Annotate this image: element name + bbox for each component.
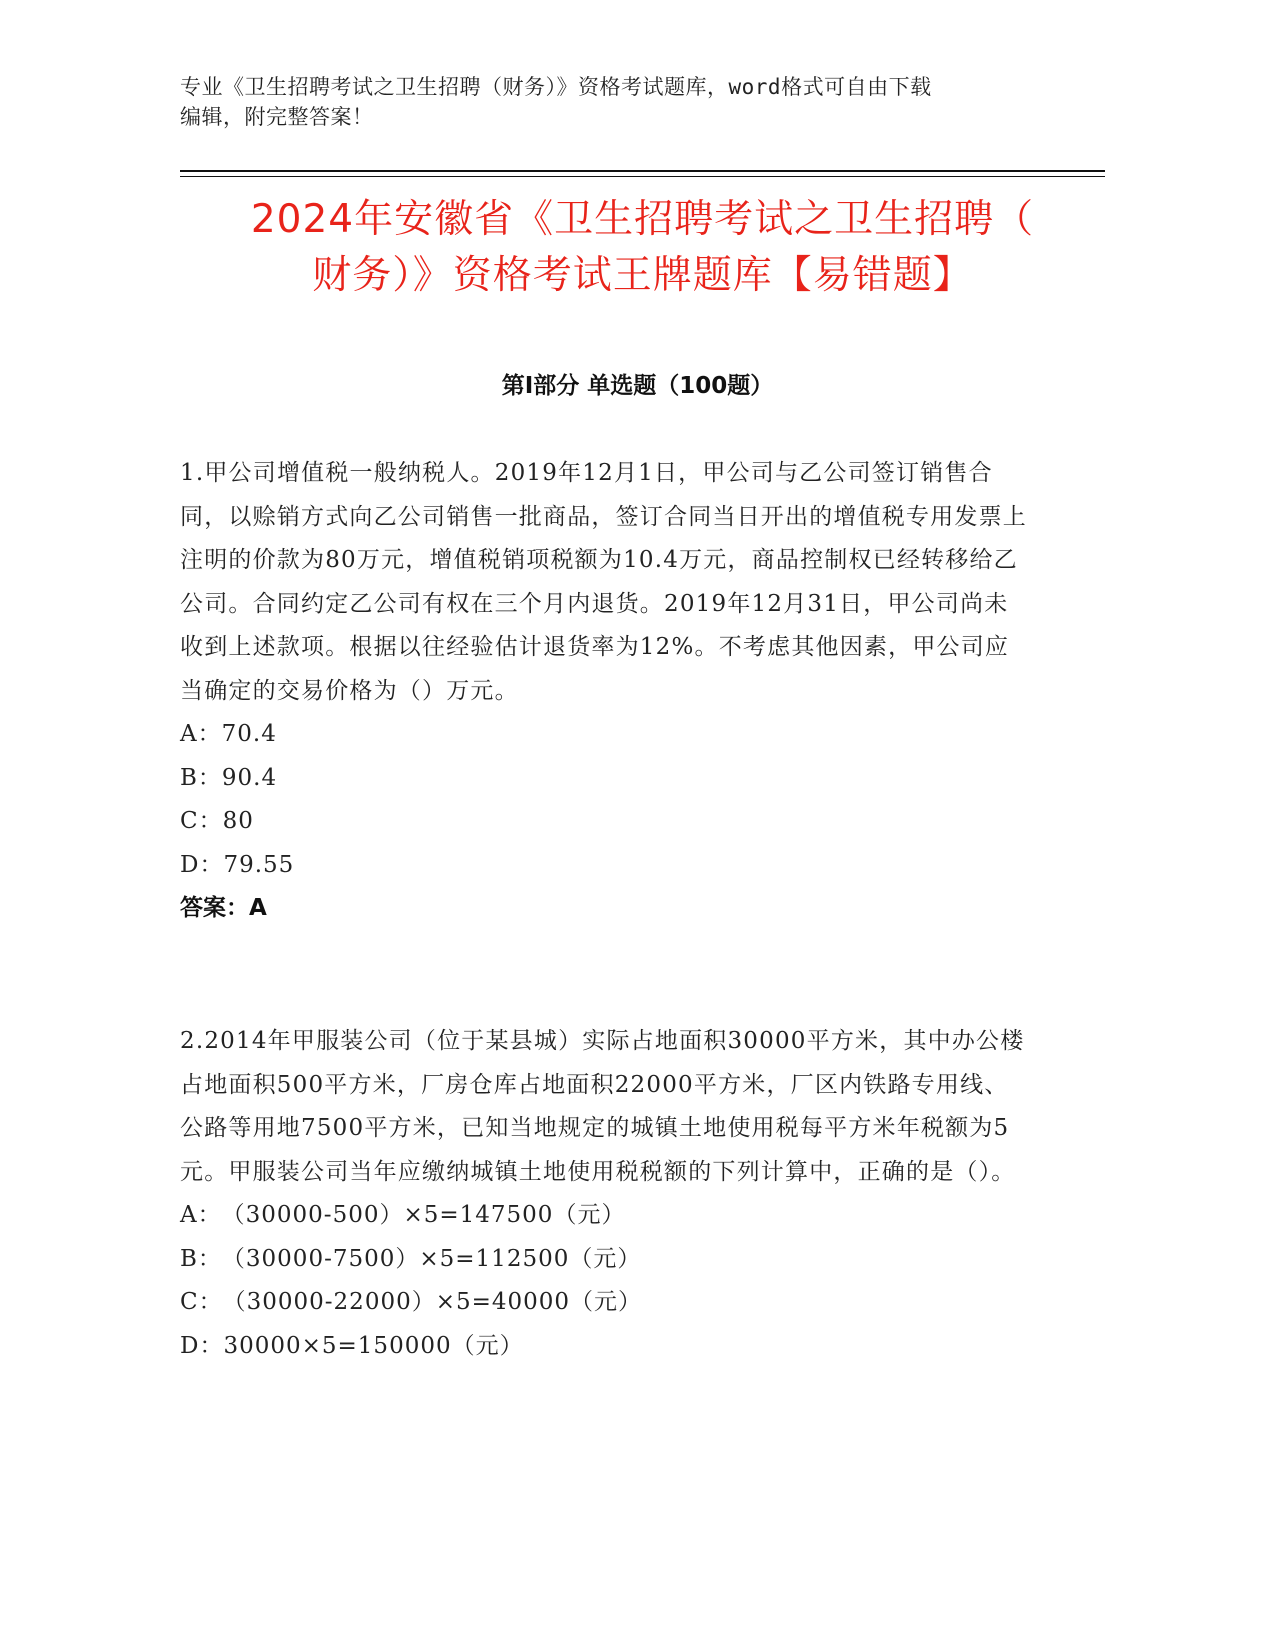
option-a [180, 713, 1030, 757]
option-text: （30000-500）×5=147500（元） [221, 1202, 626, 1228]
option-letter: A： [180, 1202, 222, 1228]
option-letter: C： [180, 808, 223, 834]
option-text: 70.4 [221, 721, 277, 747]
question-stem: 2.2014年甲服装公司（位于某县城）实际占地面积30000平方米，其中办公楼占地面积500平方米，厂房仓库占地面积22000平方米，厂区内铁路专用线、公路等用地7500平方米，已知当地规定的城镇土地使用税每平方米年税额为5元。甲服装公司当年应缴纳城镇土地使用税税额的下列计算中，正确的是（）。 [180, 1028, 1025, 1185]
option-text: 90.4 [221, 764, 278, 791]
option-letter: C： [180, 1289, 223, 1315]
answer-key: 答案：A [180, 895, 267, 921]
option-d [180, 1325, 1030, 1369]
option-c [180, 800, 1030, 844]
document-title-line-1: 2024年安徽省《卫生招聘考试之卫生招聘（ [250, 197, 1035, 242]
option-letter: D： [180, 851, 224, 878]
question-2 [180, 1020, 1030, 1368]
option-letter: A： [180, 721, 222, 747]
header-note-line-1: 专业《卫生招聘考试之卫生招聘（财务）》资格考试题库，word格式可自由下载 [180, 75, 932, 99]
option-a [180, 1194, 1030, 1238]
section-heading: 第Ⅰ部分 单选题（100题） [501, 373, 774, 399]
option-c [180, 1281, 1030, 1325]
option-d [180, 844, 1030, 888]
option-text: （30000-22000）×5=40000（元） [222, 1289, 643, 1315]
header-divider-thick [180, 170, 1105, 172]
document-title [170, 192, 1115, 304]
header-note-line-2: 编辑，附完整答案！ [180, 105, 374, 129]
header-note [180, 72, 1040, 132]
question-1 [180, 452, 1030, 931]
document-title-line-2: 财务）》资格考试王牌题库【易错题】 [312, 253, 973, 298]
option-letter: D： [180, 1332, 224, 1359]
option-text: 80 [222, 808, 254, 834]
header-divider-thin [180, 176, 1105, 177]
option-letter: B： [180, 1245, 222, 1272]
option-b [180, 1238, 1030, 1282]
option-text: （30000-7500）×5=112500（元） [221, 1245, 642, 1272]
option-b [180, 757, 1030, 801]
option-letter: B： [180, 764, 222, 791]
option-text: 30000×5=150000（元） [223, 1332, 524, 1359]
question-stem: 1.甲公司增值税一般纳税人。2019年12月1日，甲公司与乙公司签订销售合同，以赊销方式向乙公司销售一批商品，签订合同当日开出的增值税专用发票上注明的价款为80万元，增值税销项税额为10.4万元，商品控制权已经转移给乙公司。合同约定乙公司有权在三个月内退货。2019年12月31日，甲公司尚未收到上述款项。根据以往经验估计退货率为12%。不考虑其他因素，甲公司应当确定的交易价格为（）万元。 [180, 460, 1027, 704]
option-text: 79.55 [223, 851, 295, 878]
